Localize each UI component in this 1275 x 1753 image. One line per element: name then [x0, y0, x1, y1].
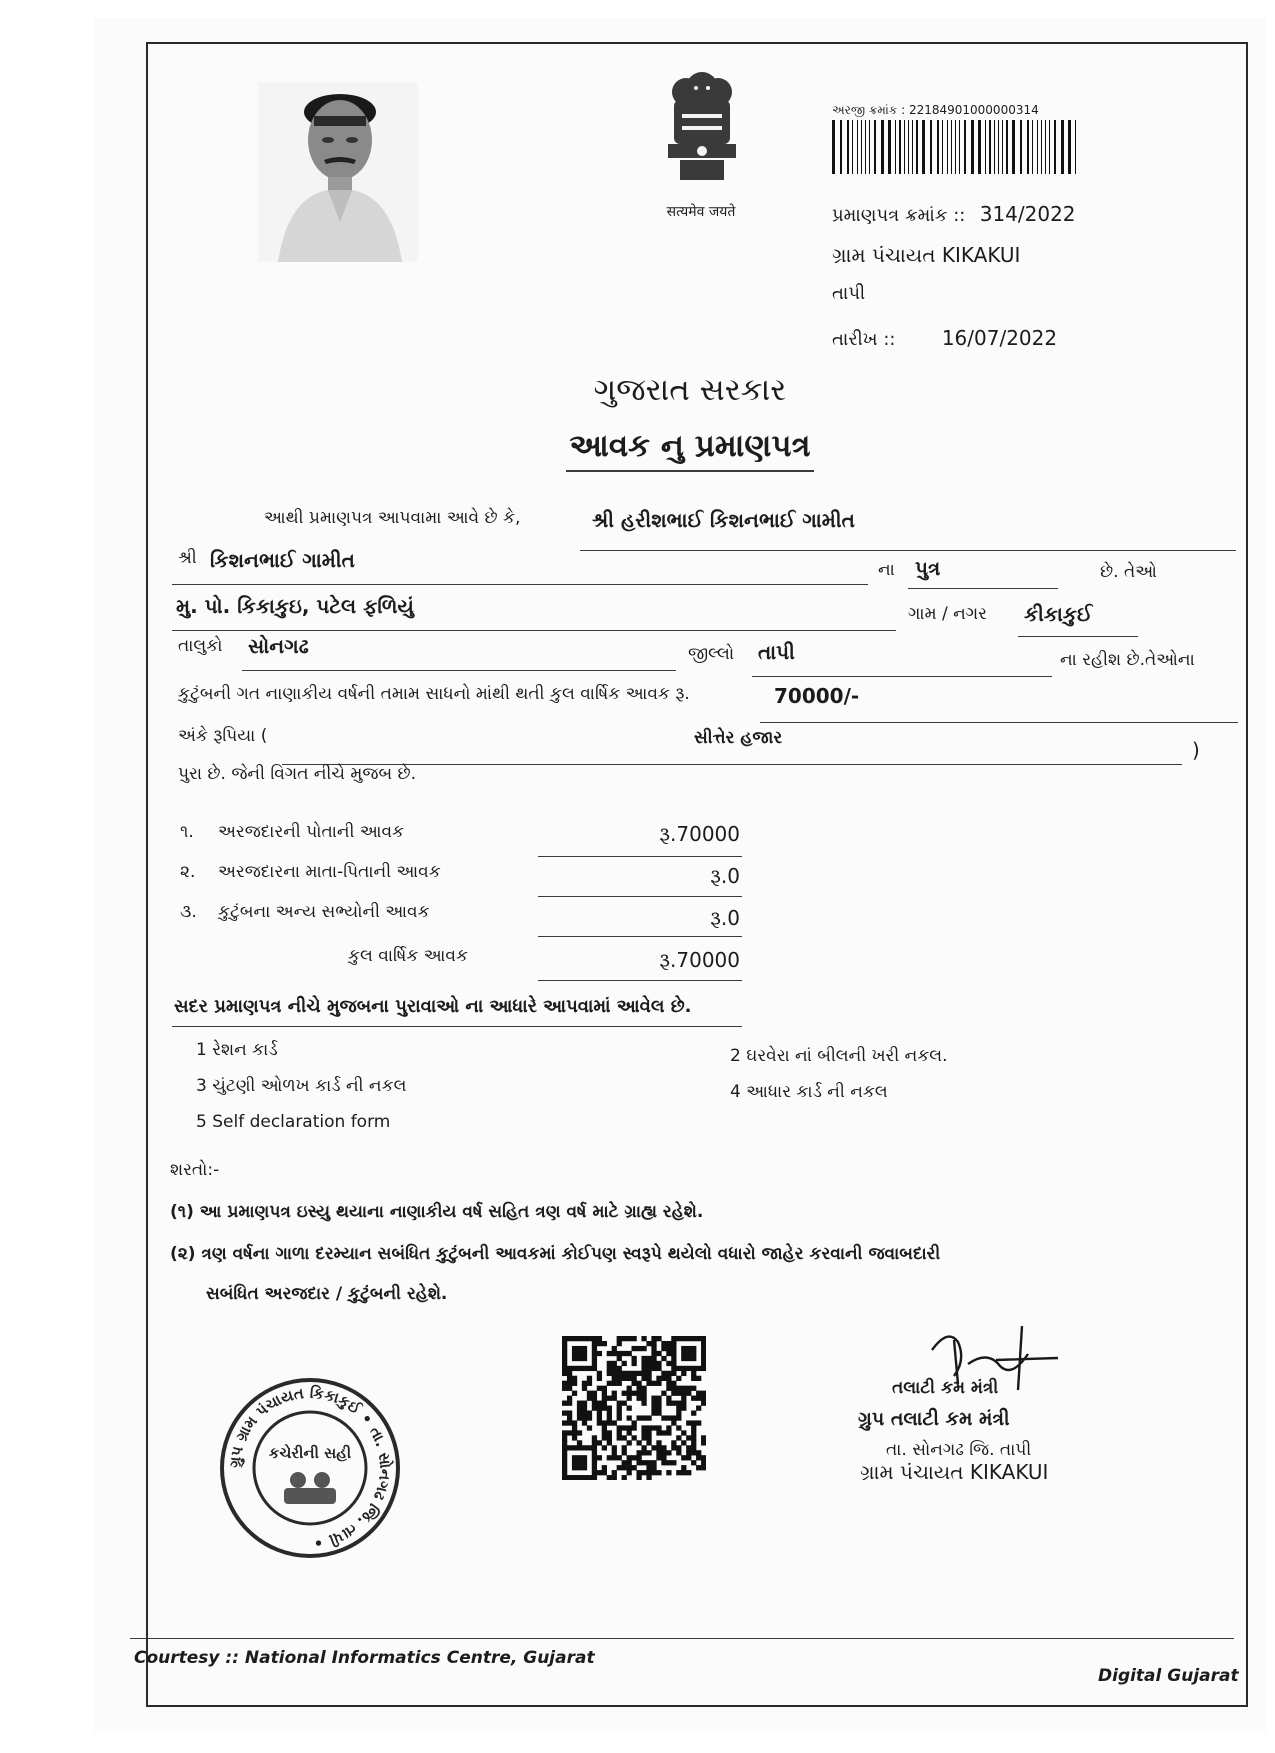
title-underline [566, 470, 814, 472]
footer-divider [130, 1638, 1234, 1639]
father-name: કિશનભાઈ ગામીત [210, 548, 355, 572]
evidence-item: 4 આધાર કાર્ડ ની નકલ [730, 1082, 888, 1102]
amount-words-line [282, 764, 1182, 765]
row-label: અરજદારના માતા-પિતાની આવક [218, 862, 441, 882]
row-number: ૧. [180, 822, 194, 842]
row-line [538, 936, 742, 937]
applicant-name: શ્રી હરીશભાઈ કિશનભાઈ ગામીત [592, 508, 855, 532]
village-value: કીકાકુઈ [1024, 602, 1093, 626]
income-amount-line [760, 722, 1238, 723]
footer-credit: Courtesy :: National Informatics Centre, Gujarat [134, 1648, 595, 1668]
taluka-line [242, 670, 676, 671]
evidence-item: 3 ચુંટણી ઓળખ કાર્ડ ની નકલ [196, 1076, 407, 1096]
applicant-name-line [580, 550, 1236, 551]
national-emblem [652, 70, 752, 200]
evidence-item: 5 Self declaration form [196, 1112, 391, 1132]
condition-2-continued: સબંધિત અરજદાર / કુટુંબની રહેશે. [206, 1284, 448, 1304]
village-line [1018, 636, 1138, 637]
svg-text:ગ્રુપ ગ્રામ પંચાયત કિકાકુઈ • ત [226, 1384, 396, 1552]
applicant-photo [258, 82, 418, 262]
emblem-motto: सत्यमेव जयते [666, 204, 736, 220]
taluka-value: સોનગઢ [248, 634, 309, 658]
row-label: કુટુંબના અન્ય સભ્યોની આવક [218, 902, 430, 922]
total-amount: રૂ.70000 [659, 948, 740, 972]
application-no-label: અરજી ક્રમાંક : [832, 103, 906, 117]
qr-code [562, 1336, 706, 1480]
date-value: 16/07/2022 [941, 326, 1058, 350]
taluka-label: તાલુકો [178, 636, 223, 656]
row-label: અરજદારની પોતાની આવક [218, 822, 405, 842]
row-amount: રૂ.0 [710, 906, 740, 930]
close-paren: ) [1192, 738, 1200, 762]
seal-ring-text: ગ્રુપ ગ્રામ પંચાયત કિકાકુઈ • તા. સોનગઢ જિ. તાપી • [225, 1383, 395, 1553]
signatory-group: ગ્રુપ તલાટી કમ મંત્રી [858, 1408, 1010, 1430]
signatory-location: તા. સોનગઢ જિ. તાપી [886, 1440, 1032, 1460]
amount-in-words: સીત્તેર હજાર [694, 728, 783, 748]
district-header: તાપી [832, 283, 866, 304]
na-label: ના [878, 560, 895, 580]
evidence-heading: સદર પ્રમાણપત્ર નીચે મુજબના પુરાવાઓ ના આધારે આપવામાં આવેલ છે. [174, 996, 692, 1017]
signatory-panchayat: ગ્રામ પંચાયત KIKAKUI [860, 1460, 1049, 1484]
application-number-row [832, 103, 1039, 118]
seal-center-text: કચેરીની સહી [268, 1444, 352, 1462]
row-number: ૨. [180, 862, 196, 882]
row-number: ૩. [180, 902, 197, 922]
row-amount: રૂ.0 [710, 864, 740, 888]
evidence-item: 2 ઘરવેરા નાં બીલની ખરી નકલ. [730, 1046, 948, 1066]
che-teo-text: છે. તેઓ [1100, 562, 1157, 582]
gam-nagar-label: ગામ / નગર [908, 604, 987, 624]
conditions-heading: શરતો:- [170, 1160, 220, 1180]
certificate-number-row [832, 202, 1076, 226]
row-line [538, 896, 742, 897]
condition-1: (૧) આ પ્રમાણપત્ર ઇસ્યુ થયાના નાણાકીય વર્ષ સહિત ત્રણ વર્ષ માટે ગ્રાહ્ય રહેશે. [170, 1202, 704, 1222]
certificate-no-label: પ્રમાણપત્ર ક્રમાંક :: [832, 205, 966, 226]
resident-suffix: ના રહીશ છે.તેઓના [1060, 650, 1195, 670]
relation-value: પુત્ર [915, 556, 941, 580]
evidence-heading-line [172, 1026, 742, 1027]
application-no-value: 22184901000000314 [908, 103, 1039, 117]
jilla-value: તાપી [758, 640, 795, 664]
income-amount: 70000/- [774, 684, 860, 708]
evidence-item: 1 રેશન કાર્ડ [196, 1040, 278, 1060]
total-line [538, 980, 742, 981]
father-name-line [172, 584, 868, 585]
row-amount: રૂ.70000 [659, 822, 740, 846]
certificate-no-value: 314/2022 [979, 202, 1076, 226]
date-row [832, 326, 1057, 350]
details-line: પુરા છે. જેની વિગત નીચે મુજબ છે. [178, 764, 417, 784]
jilla-line [752, 676, 1052, 677]
intro-text: આથી પ્રમાણપત્ર આપવામા આવે છે કે, [264, 508, 521, 528]
address-line [172, 630, 896, 631]
relation-line [908, 588, 1058, 589]
income-sentence: કુટુંબની ગત નાણાકીય વર્ષની તમામ સાધનો માંથી થતી કુલ વાર્ષિક આવક રૂ. [178, 684, 690, 704]
condition-2: (૨) ત્રણ વર્ષના ગાળા દરમ્યાન સબંધિત કુટુંબની આવકમાં કોઈપણ સ્વરૂપે થયેલો વધારો જાહેર કરવાની જવાબદારી [170, 1244, 941, 1264]
government-title: ગુજરાત સરકાર [593, 372, 787, 408]
jilla-label: જીલ્લો [688, 644, 735, 664]
footer-brand: Digital Gujarat [1098, 1666, 1239, 1686]
certificate-title: આવક નુ પ્રમાણપત્ર [569, 428, 811, 464]
address-value: મુ. પો. કિકાકુઇ, પટેલ ફળિયું [176, 594, 414, 618]
gram-panchayat-header: ગ્રામ પંચાયત KIKAKUI [832, 243, 1021, 267]
total-label: કુલ વાર્ષિક આવક [348, 946, 468, 966]
row-line [538, 856, 742, 857]
office-seal [218, 1376, 402, 1560]
date-label: તારીખ :: [832, 329, 896, 350]
words-label: અંકે રૂપિયા ( [178, 726, 268, 746]
barcode [832, 120, 1080, 174]
shri-label: શ્રી [178, 548, 197, 568]
signatory-designation: તલાટી કમ મંત્રી [892, 1378, 999, 1398]
